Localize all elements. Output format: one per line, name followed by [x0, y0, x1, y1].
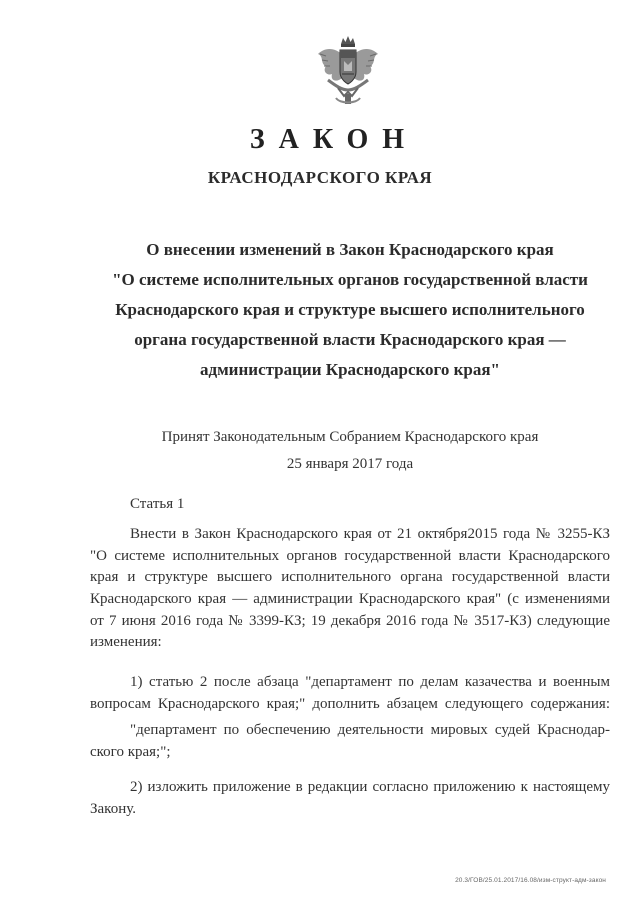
item-1	[90, 672, 610, 715]
subject-line: органа государственной власти Краснодарского края —	[134, 330, 566, 349]
item-2	[90, 777, 610, 820]
subject-line: "О системе исполнительных органов государственной власти	[112, 270, 588, 289]
article-title: Статья 1	[130, 496, 185, 512]
law-title: ЗАКОН	[249, 124, 419, 155]
item-line: вопросам Краснодарского края;" дополнить абзацем следующего содержания:	[90, 695, 610, 712]
item-line: 1) статью 2 после абзаца "департамент по делам казачества и военным	[130, 674, 610, 690]
law-subject	[90, 235, 610, 385]
subject-line: О внесении изменений в Закон Краснодарского края	[146, 240, 554, 259]
coat-of-arms-emblem	[310, 34, 386, 110]
paragraph-line: Внести в Закон Краснодарского края от 21 октября2015 года № 3255-КЗ	[130, 526, 610, 542]
subject-line: администрации Краснодарского края"	[200, 360, 500, 379]
adoption-date: 25 января 2017 года	[286, 456, 414, 472]
region-title: КРАСНОДАРСКОГО КРАЯ	[207, 168, 433, 187]
inserted-paragraph	[90, 720, 610, 763]
footer-file-stamp: 20.3/ГОВ/25.01.2017/16.08/изм-структ-адм-закон	[455, 877, 606, 884]
quote-line: "департамент по обеспечению деятельности мировых судей Краснодар-	[130, 722, 610, 738]
item-line: 2) изложить приложение в редакции согласно приложению к настоящему	[130, 779, 610, 795]
adoption-line: Принят Законодательным Собранием Краснодарского края	[161, 429, 539, 445]
paragraph-line: изменения:	[90, 634, 162, 651]
subject-line: Краснодарского края и структуре высшего исполнительного	[115, 300, 585, 319]
adoption-note	[90, 424, 610, 478]
paragraph-1	[90, 524, 610, 654]
paragraph-line: от 7 июня 2016 года № 3399-КЗ; 19 декабря 2016 года № 3517-КЗ) следующие	[90, 612, 610, 629]
paragraph-line: "О системе исполнительных органов государственной власти Краснодарского	[90, 547, 610, 564]
item-line: Закону.	[90, 800, 136, 817]
paragraph-line: Краснодарского края — администрации Краснодарского края" (с изменениями	[90, 591, 610, 608]
paragraph-line: края и структуре высшего исполнительного органа государственной власти	[90, 569, 610, 586]
quote-line: ского края;";	[90, 743, 171, 760]
